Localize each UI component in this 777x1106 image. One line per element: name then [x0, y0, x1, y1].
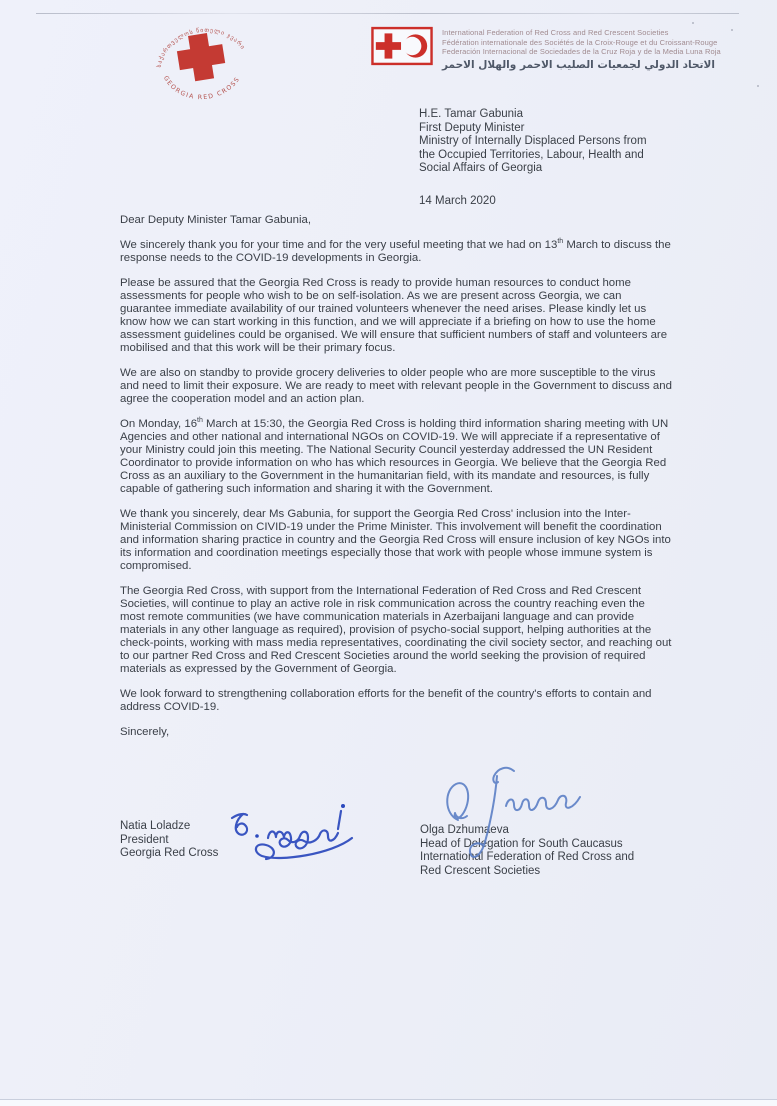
- ifrc-name-french: Fédération internationale des Sociétés de la Croix-Rouge et du Croissant-Rouge: [442, 37, 718, 47]
- signer-right-org-line2: Red Crescent Societies: [420, 864, 541, 877]
- ifrc-letterhead: [442, 28, 772, 72]
- recipient-ministry-line1: Ministry of Internally Displaced Persons from: [419, 135, 647, 147]
- signer-right-org-line1: International Federation of Red Cross and: [420, 851, 635, 863]
- letter-paragraph-3: We are also on standby to provide grocery deliveries to older people who are more susceptible to the virus and need to limit their exposure. We are ready to meet with relevant people in the Government to discuss and agree the cooperation model and an action plan.: [120, 367, 672, 405]
- logo-english-arc-text: GEORGIA RED CROSS: [161, 74, 242, 102]
- recipient-ministry-line2: the Occupied Territories, Labour, Health and: [419, 148, 644, 161]
- paragraph-text: March to discuss the response needs to the COVID-19 developments in Georgia.: [120, 239, 671, 264]
- paragraph-text: On Monday, 16: [120, 418, 198, 430]
- letter-paragraph-4: [120, 418, 672, 496]
- handwritten-signature-left: [222, 796, 372, 876]
- logo-georgian-arc-text: საქართველოს წითელი ჯვარი: [156, 27, 246, 69]
- recipient-title: First Deputy Minister: [419, 121, 525, 134]
- letter-paragraph-2: Please be assured that the Georgia Red Cross is ready to provide human resources to conduct home assessments for people who wish to be on self-isolation. As we are present across Georgia, we can guarantee immediate availability of our trained volunteers whenever the need arises. Please kindly let us know how we can start working in this function, and we will appreciate if a briefing on how to use the home assessment guidelines could be organised. We will ensure that sufficient numbers of staff and volunteers are mobilised and that this work will be their primary focus.: [120, 277, 668, 354]
- georgia-red-cross-logo: [128, 4, 276, 110]
- paragraph-text: March at 15:30, the Georgia Red Cross is holding third information sharing meeting with UN Agencies and other national and international NGOs on COVID-19. We will appreciate if a representative of your Ministry could join this meeting. The National Security Council yesterday addressed the UN Resident Coordinator to provide information on who has which resources in Georgia. We believe that the Georgia Red Cross as an auxiliary to the Government in the humanitarian field, with its mandate and resources, is fully capable of gathering such information and sharing it with the Government.: [120, 418, 669, 495]
- recipient-ministry-line3: Social Affairs of Georgia: [419, 162, 543, 174]
- handwritten-signature-right: [422, 758, 592, 872]
- letter-paragraph-7: We look forward to strengthening collaboration efforts for the benefit of the country's efforts to contain and address COVID-19.: [120, 688, 652, 713]
- ifrc-cross-crescent-emblem: [371, 26, 433, 66]
- letter-paragraph-5: We thank you sincerely, dear Ms Gabunia, for support the Georgia Red Cross' inclusion into the Inter-Ministerial Commission on CIVID-19 under the Prime Minister. This involvement will benefit the coordination and information sharing practice in country and the Georgia Red Cross will ensure inclusion of key NGOs into its information and coordination meetings especially those that work with people whose immune system is compromised.: [120, 508, 671, 572]
- signer-right-title: Head of Delegation for South Caucasus: [420, 837, 623, 850]
- ifrc-name-english: International Federation of Red Cross and Red Crescent Societies: [442, 28, 669, 37]
- letter-body: [120, 214, 672, 751]
- scan-page-edge: [0, 1099, 777, 1106]
- signer-right-name: Olga Dzhumaeva: [420, 824, 509, 836]
- signer-left: [120, 820, 218, 861]
- signer-left-name: Natia Loladze: [120, 820, 191, 832]
- scan-speck: [757, 85, 759, 87]
- ifrc-name-arabic: الاتحاد الدولي لجمعيات الصليب الاحمر والهلال الاحمر: [442, 58, 715, 71]
- ifrc-name-spanish: Federación Internacional de Sociedades de la Cruz Roja y de la Media Luna Roja: [442, 47, 721, 56]
- letter-paragraph-1: [120, 239, 672, 265]
- closing: Sincerely,: [120, 726, 170, 738]
- ordinal-superscript: th: [557, 238, 564, 246]
- letter-date: 14 March 2020: [419, 194, 496, 207]
- ordinal-superscript: th: [197, 417, 203, 425]
- scan-artifact-line: [36, 13, 739, 14]
- recipient-name: H.E. Tamar Gabunia: [419, 108, 523, 120]
- salutation: Dear Deputy Minister Tamar Gabunia,: [120, 214, 311, 226]
- signer-left-org: Georgia Red Cross: [120, 847, 219, 859]
- signer-left-title: President: [120, 833, 169, 846]
- recipient-address-block: [419, 108, 719, 208]
- paragraph-text: We sincerely thank you for your time and for the very useful meeting that we had on 13: [120, 239, 558, 251]
- letter-paragraph-6: The Georgia Red Cross, with support from the International Federation of Red Cross and Red Crescent Societies, will continue to play an active role in risk communication across the country reaching even the most remote communities (we have communication materials in Azerbaijani language and can provide materials in any other language as required), provision of psycho-social support, helping authorities at the check-points, working with mass media representatives, coordinating the civil society sector, and reaching out to our partner Red Cross and Red Crescent Societies around the world seeking the provision of required materials as expressed by the Government of Georgia.: [120, 585, 672, 675]
- scan-speck: [692, 22, 694, 24]
